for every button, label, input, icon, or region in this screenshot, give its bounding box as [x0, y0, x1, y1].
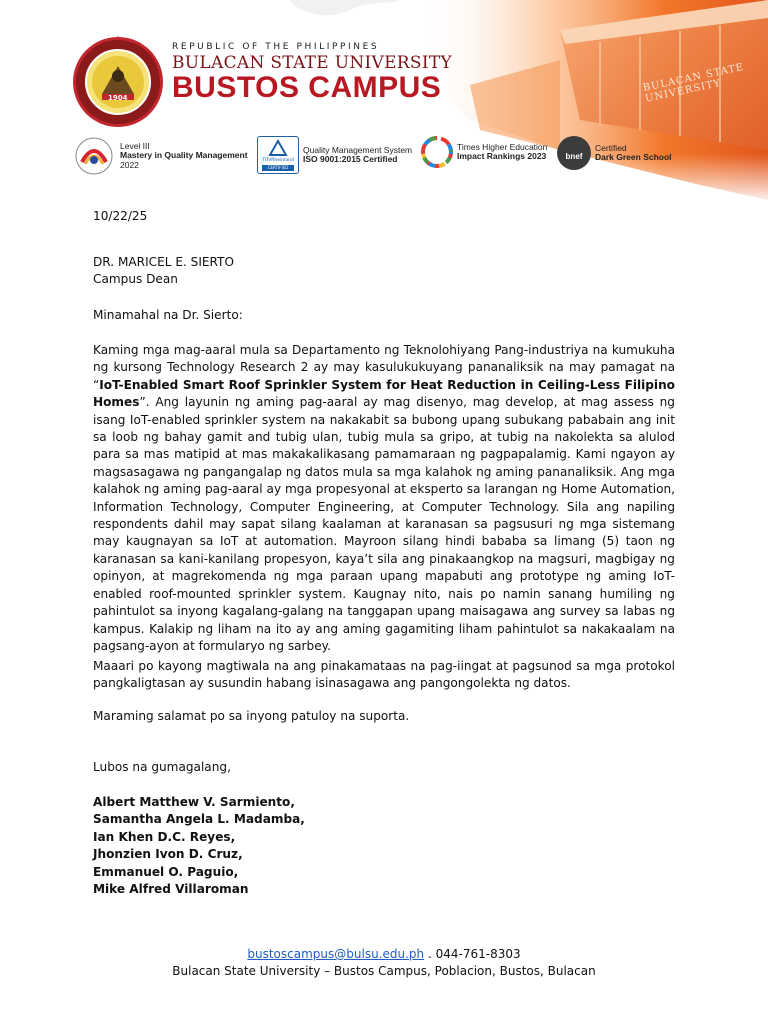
research-title: IoT-Enabled Smart Roof Sprinkler System for Heat Reduction in Ceiling-Less Filipino Homes	[93, 377, 675, 410]
tuv-triangle-icon	[258, 138, 298, 160]
letter-paragraph-2: Maaari po kayong magtiwala na ang pinakamataas na pag-iingat at pagsunod sa mga protokol pangkaligtasan ay susundin habang isinasagawa ang pangongolekta ng datos.	[93, 659, 675, 691]
cert-iso	[257, 136, 412, 174]
building-sign: BULACAN STATE UNIVERSITY	[642, 61, 746, 105]
footer-phone: 044-761-8303	[435, 947, 521, 961]
cert-the: Times Higher Education	[457, 141, 548, 152]
signatory-4: Jhonzien Ivon D. Cruz,	[93, 847, 243, 862]
letter-paragraph-3: Maraming salamat po sa inyong patuloy na suporta.	[93, 709, 410, 723]
cert-qms: Quality Management System	[303, 144, 413, 155]
quality-award-icon	[72, 136, 116, 176]
cert-impact-rankings: Impact Rankings 2023	[457, 151, 547, 161]
tuv-certified-text: CERTIFIED	[262, 165, 294, 171]
signatory-6: Mike Alfred Villaroman	[93, 882, 249, 897]
p1-intro: Kaming mga mag-aaral mula sa Departamento ng Teknolohiyang Pang-industriya na kumukuha ng kursong Technology Research 2 ay may kasulukukuyang pananaliksik na may pamagat na “	[93, 343, 675, 392]
recipient-block	[93, 254, 675, 289]
tuv-rheinland-icon	[257, 136, 299, 174]
dark-green-school-icon	[557, 136, 591, 170]
bnef-badge: bnef	[565, 152, 583, 161]
closing: Lubos na gumagalang,	[93, 760, 231, 774]
cert-the-impact	[421, 136, 547, 168]
letter-date: 10/22/25	[93, 209, 148, 223]
cert-quality-award	[72, 136, 248, 176]
cert-dark-green	[557, 136, 672, 170]
signatory-1: Albert Matthew V. Sarmiento,	[93, 795, 295, 809]
republic-label: REPUBLIC OF THE PHILIPPINES	[172, 42, 380, 52]
campus-name: BUSTOS CAMPUS	[172, 71, 442, 104]
university-seal-logo	[72, 36, 164, 128]
p1-body: ”. Ang layunin ng aming pag-aaral ay mag disenyo, mag develop, at mag assess ng isang IoT-enabled sprinkler system na nakakabit sa bubong upang subukang pababain ang init sa loob ng bahay gamit and tubig ulan, tubig mula sa gripo, at tubig na nakolekta sa alulod para sa mas matipid at mas makakalikasang pamamaraan ng pagpapalamig. Kami ngayon ay magsasagawa ng pangangalap ng datos mula sa mga kalahok ng aming pananaliksik. Ang mga kalahok ng aming pag-aaral ay mga propesyonal at eksperto sa larangan ng Home Automation, Information Technology, Computer Engineering, at Computer Technology. Sila ang napiling respondents dahil may sapat silang kaalaman at karanasan sa pagsusuri ng mga sistemang may kaugnayan sa IoT at automation. Mayroon silang hindi bababa sa limang (5) taon ng karanasan sa kani-kanilang propesyon, kaya’t sila ang pinakaangkop na magsuri, magbigay ng opinyon, at magrekomenda ng mga paraan upang mapabuti ang prototype ng aming IoT-enabled roof-mounted sprinkler system. Kaugnay nito, nais po namin sanang humiling ng pahintulot sa inyong kagalang-galang na tanggapan upang maisagawa ang survey sa labas ng kampus. Kalakip ng liham na ito ay ang aming gagamiting liham pahintulot sa nakakaalam na pagsang-ayon at formularyo ng sarbey.	[93, 395, 675, 653]
cert-iso-label: ISO 9001:2015 Certified	[303, 154, 398, 164]
university-name: BULACAN STATE UNIVERSITY	[172, 53, 453, 73]
cert-certified: Certified	[595, 142, 627, 153]
footer-email-link[interactable]: bustoscampus@bulsu.edu.ph	[247, 947, 425, 961]
seal-year: 1904	[108, 94, 128, 102]
recipient-name: DR. MARICEL E. SIERTO	[93, 255, 234, 269]
letter-paragraph-1	[93, 342, 675, 655]
signatory-2: Samantha Angela L. Madamba,	[93, 812, 305, 827]
signatory-3: Ian Khen D.C. Reyes,	[93, 829, 236, 844]
seal-icon	[72, 36, 164, 128]
cert-dark-green-school: Dark Green School	[595, 152, 672, 162]
footer-address: Bulacan State University – Bustos Campus, Poblacion, Bustos, Bulacan	[172, 964, 596, 978]
signatory-5: Emmanuel O. Paguio,	[93, 864, 239, 879]
footer-contact	[0, 947, 768, 961]
times-higher-education-icon	[421, 136, 453, 168]
salutation: Minamahal na Dr. Sierto:	[93, 308, 243, 322]
footer-separator: .	[424, 947, 436, 961]
recipient-title: Campus Dean	[93, 272, 178, 287]
signatories	[93, 794, 675, 898]
cert-level: Level III	[120, 140, 150, 151]
tuv-badge-text: TÜVRheinland	[262, 158, 294, 163]
header-text	[172, 42, 452, 103]
cert-mastery: Mastery in Quality Management	[120, 150, 248, 161]
cert-year: 2022	[120, 159, 139, 170]
